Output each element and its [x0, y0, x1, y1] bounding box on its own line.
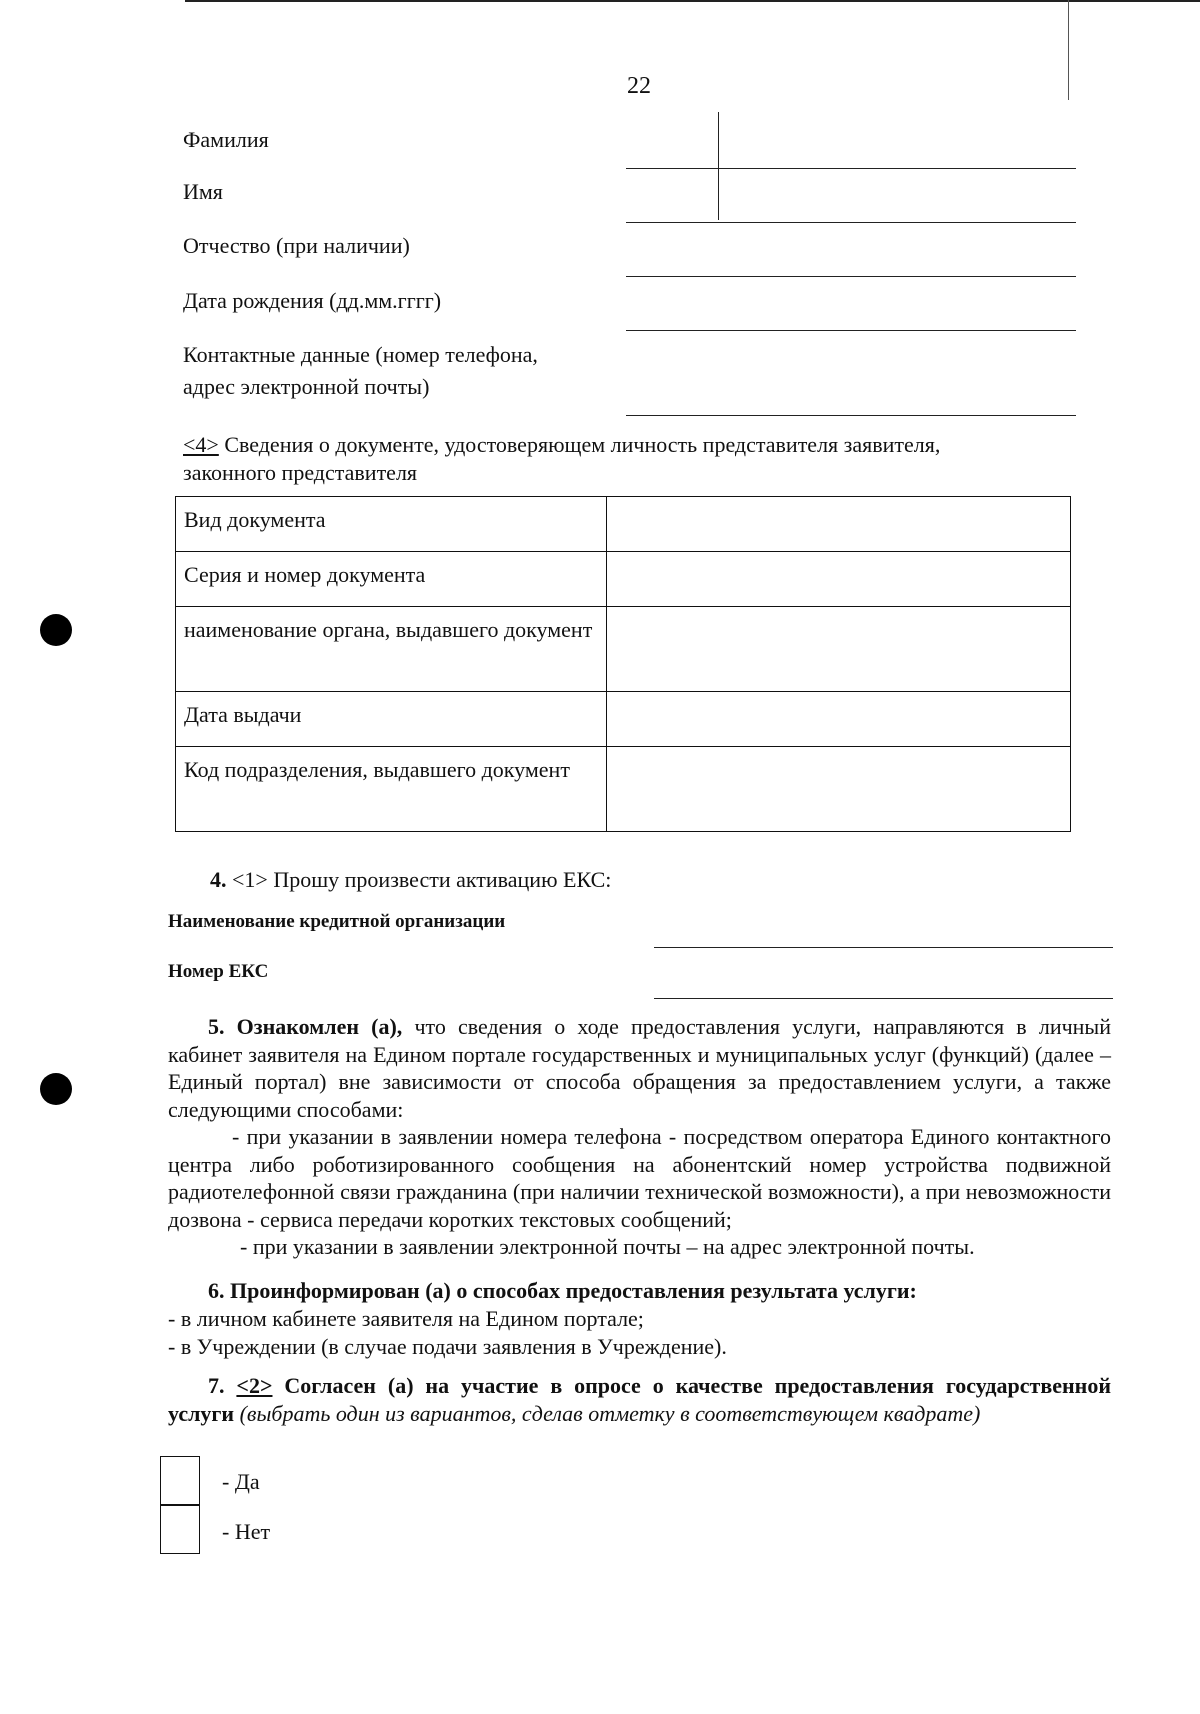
- table-cell-label: наименование органа, выдавшего документ: [176, 607, 607, 692]
- item-5-paragraph: 5. Ознакомлен (а), что сведения о ходе предоставления услуги, направляются в личный кабинет заявителя на Едином портале государственных и муниципальных услуг (функций) (далее – Единый портал) вне зависимости от способа обращения за предоставлением услуги, а также следующими способами:: [168, 1014, 1111, 1122]
- bank-label: Наименование кредитной организации: [168, 911, 506, 932]
- hole-punch-mark: [40, 614, 72, 646]
- table-cell-input[interactable]: [607, 692, 1071, 747]
- field-label-contacts: Контактные данные (номер телефона,: [183, 342, 538, 367]
- option-no-label: - Нет: [222, 1519, 271, 1544]
- checkbox-yes[interactable]: [160, 1456, 200, 1506]
- item-7-paragraph: 7. <2> Согласен (а) на участие в опросе о качестве предоставления государственной услуги (выбрать один из вариантов, сделав отметку в соответствующем квадрате): [168, 1373, 1111, 1426]
- field-label-birthdate: Дата рождения (дд.мм.гггг): [183, 288, 442, 313]
- item-6-heading: 6. Проинформирован (а) о способах предоставления результата услуги:: [208, 1278, 917, 1303]
- section-heading: законного представителя: [183, 460, 418, 485]
- field-input-name[interactable]: [626, 222, 1076, 223]
- table-cell-input[interactable]: [607, 607, 1071, 692]
- item-4-text: 4. <1> Прошу произвести активацию ЕКС:: [210, 867, 612, 892]
- table-row: [176, 692, 1071, 747]
- item-6-bullet: - в Учреждении (в случае подачи заявления в Учреждение).: [168, 1334, 727, 1359]
- table-row: [176, 497, 1071, 552]
- bank-input[interactable]: [654, 947, 1113, 948]
- checkbox-no[interactable]: [160, 1504, 200, 1554]
- table-row: [176, 552, 1071, 607]
- table-cell-input[interactable]: [607, 747, 1071, 832]
- field-label-contacts: адрес электронной почты): [183, 374, 430, 399]
- table-row: [176, 607, 1071, 692]
- field-input-surname[interactable]: [626, 168, 1076, 169]
- eks-input[interactable]: [654, 998, 1113, 999]
- field-input-patronymic[interactable]: [626, 276, 1076, 277]
- item-6-bullet: - в личном кабинете заявителя на Едином портале;: [168, 1306, 644, 1331]
- table-cell-input[interactable]: [607, 497, 1071, 552]
- scan-edge-line: [185, 0, 1200, 2]
- scan-edge-line: [1068, 0, 1069, 100]
- field-label-patronymic: Отчество (при наличии): [183, 233, 410, 258]
- item-5-bullet: - при указании в заявлении номера телефона - посредством оператора Единого контактного центра либо роботизированного сообщения на абонентский номер устройства подвижной радиотелефонной связи гражданина (при наличии технической возможности), а при невозможности дозвона - сервиса передачи коротких текстовых сообщений;: [168, 1124, 1111, 1232]
- field-input-birthdate[interactable]: [626, 330, 1076, 331]
- field-label-name: Имя: [183, 179, 223, 204]
- divider: [718, 112, 719, 220]
- field-label-surname: Фамилия: [183, 127, 269, 152]
- item-5-bullet: - при указании в заявлении электронной почты – на адрес электронной почты.: [240, 1234, 975, 1259]
- eks-label: Номер ЕКС: [168, 961, 269, 982]
- table-cell-label: Дата выдачи: [176, 692, 607, 747]
- table-cell-label: Код подразделения, выдавшего документ: [176, 747, 607, 832]
- hole-punch-mark: [40, 1073, 72, 1105]
- table-cell-label: Серия и номер документа: [176, 552, 607, 607]
- table-cell-input[interactable]: [607, 552, 1071, 607]
- page-number: 22: [627, 73, 651, 99]
- option-yes-label: - Да: [222, 1469, 260, 1494]
- table-cell-label: Вид документа: [176, 497, 607, 552]
- table-row: [176, 747, 1071, 832]
- field-input-contacts[interactable]: [626, 415, 1076, 416]
- section-heading: <4> Сведения о документе, удостоверяющем личность представителя заявителя,: [183, 432, 941, 457]
- document-table: [175, 496, 1071, 832]
